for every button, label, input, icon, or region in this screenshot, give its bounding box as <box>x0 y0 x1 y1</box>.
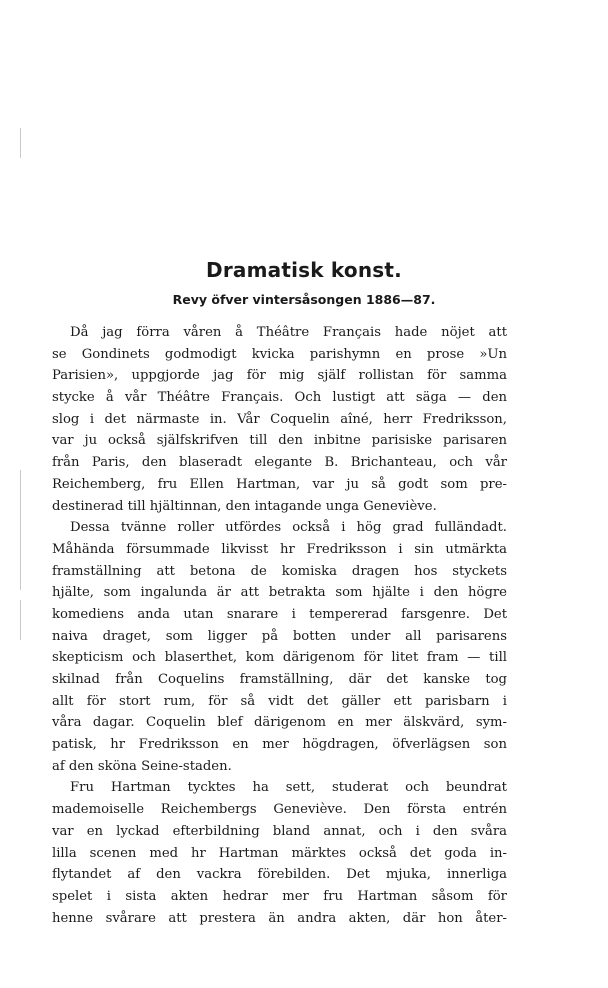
body-line: henne svårare att prestera än andra akten, där hon åter- <box>52 910 507 926</box>
margin-scan-mark-middle <box>20 470 21 590</box>
body-line: hjälte, som ingalunda är att betrakta som hjälte i den högre <box>52 585 507 601</box>
body-line: var en lyckad efterbildning bland annat, och i den svåra <box>52 823 507 839</box>
article-title: Dramatisk konst. <box>206 258 402 282</box>
body-line: flytandet af den vackra förebilden. Det mjuka, innerliga <box>52 867 507 883</box>
body-line: Då jag förra våren å Théâtre Français hade nöjet att <box>70 325 507 340</box>
body-line: Dessa tvänne roller utfördes också i hög grad fulländadt. <box>70 520 507 536</box>
body-line: se Gondinets godmodigt kvicka parishymn en prose »Un <box>52 346 507 362</box>
margin-scan-mark-lower <box>20 600 21 640</box>
body-line: patisk, hr Fredriksson en mer högdragen, öfverlägsen son <box>52 737 507 753</box>
body-line: slog i det närmaste in. Vår Coquelin aîné, herr Fredriksson, <box>52 411 507 427</box>
body-line: Reichemberg, fru Ellen Hartman, var ju så godt som pre- <box>52 476 507 492</box>
body-line: af den sköna Seine-staden. <box>52 758 232 774</box>
body-line: Måhända försummade likvisst hr Fredriksson i sin utmärkta <box>52 541 507 557</box>
body-line: allt för stort rum, för så vidt det gäller ett parisbarn i <box>52 693 507 709</box>
body-line: lilla scenen med hr Hartman märktes också det goda in- <box>52 845 507 861</box>
body-line: från Paris, den blaseradt elegante B. Brichanteau, och vår <box>52 455 507 471</box>
body-line: destinerad till hjältinnan, den intagande unga Geneviève. <box>52 498 437 514</box>
body-line: naiva draget, som ligger på botten under all parisarens <box>52 628 507 644</box>
body-line: stycke å vår Théâtre Français. Och lustigt att säga — den <box>52 390 507 406</box>
margin-scan-mark-top <box>20 128 21 158</box>
body-line: skilnad från Coquelins framställning, där det kanske tog <box>52 672 507 687</box>
body-line: Fru Hartman tycktes ha sett, studerat och beundrat <box>70 780 507 796</box>
body-line: mademoiselle Reichembergs Geneviève. Den första entrén <box>52 802 507 818</box>
body-line: var ju också själfskrifven till den inbitne parisiske parisaren <box>52 433 507 449</box>
body-line: skepticism och blaserthet, kom därigenom för litet fram — till <box>52 650 507 666</box>
article-subtitle: Revy öfver vintersåsongen 1886—87. <box>172 292 436 307</box>
body-line: spelet i sista akten hedrar mer fru Hartman såsom för <box>52 888 507 904</box>
body-line: komediens anda utan snarare i tempererad farsgenre. Det <box>52 606 507 622</box>
body-line: Parisien», uppgjorde jag för mig själf rollistan för samma <box>52 368 507 384</box>
article-body <box>52 322 507 929</box>
body-line: våra dagar. Coquelin blef därigenom en mer älskvärd, sym- <box>52 715 507 731</box>
body-line: framställning att betona de komiska dragen hos styckets <box>52 563 507 579</box>
